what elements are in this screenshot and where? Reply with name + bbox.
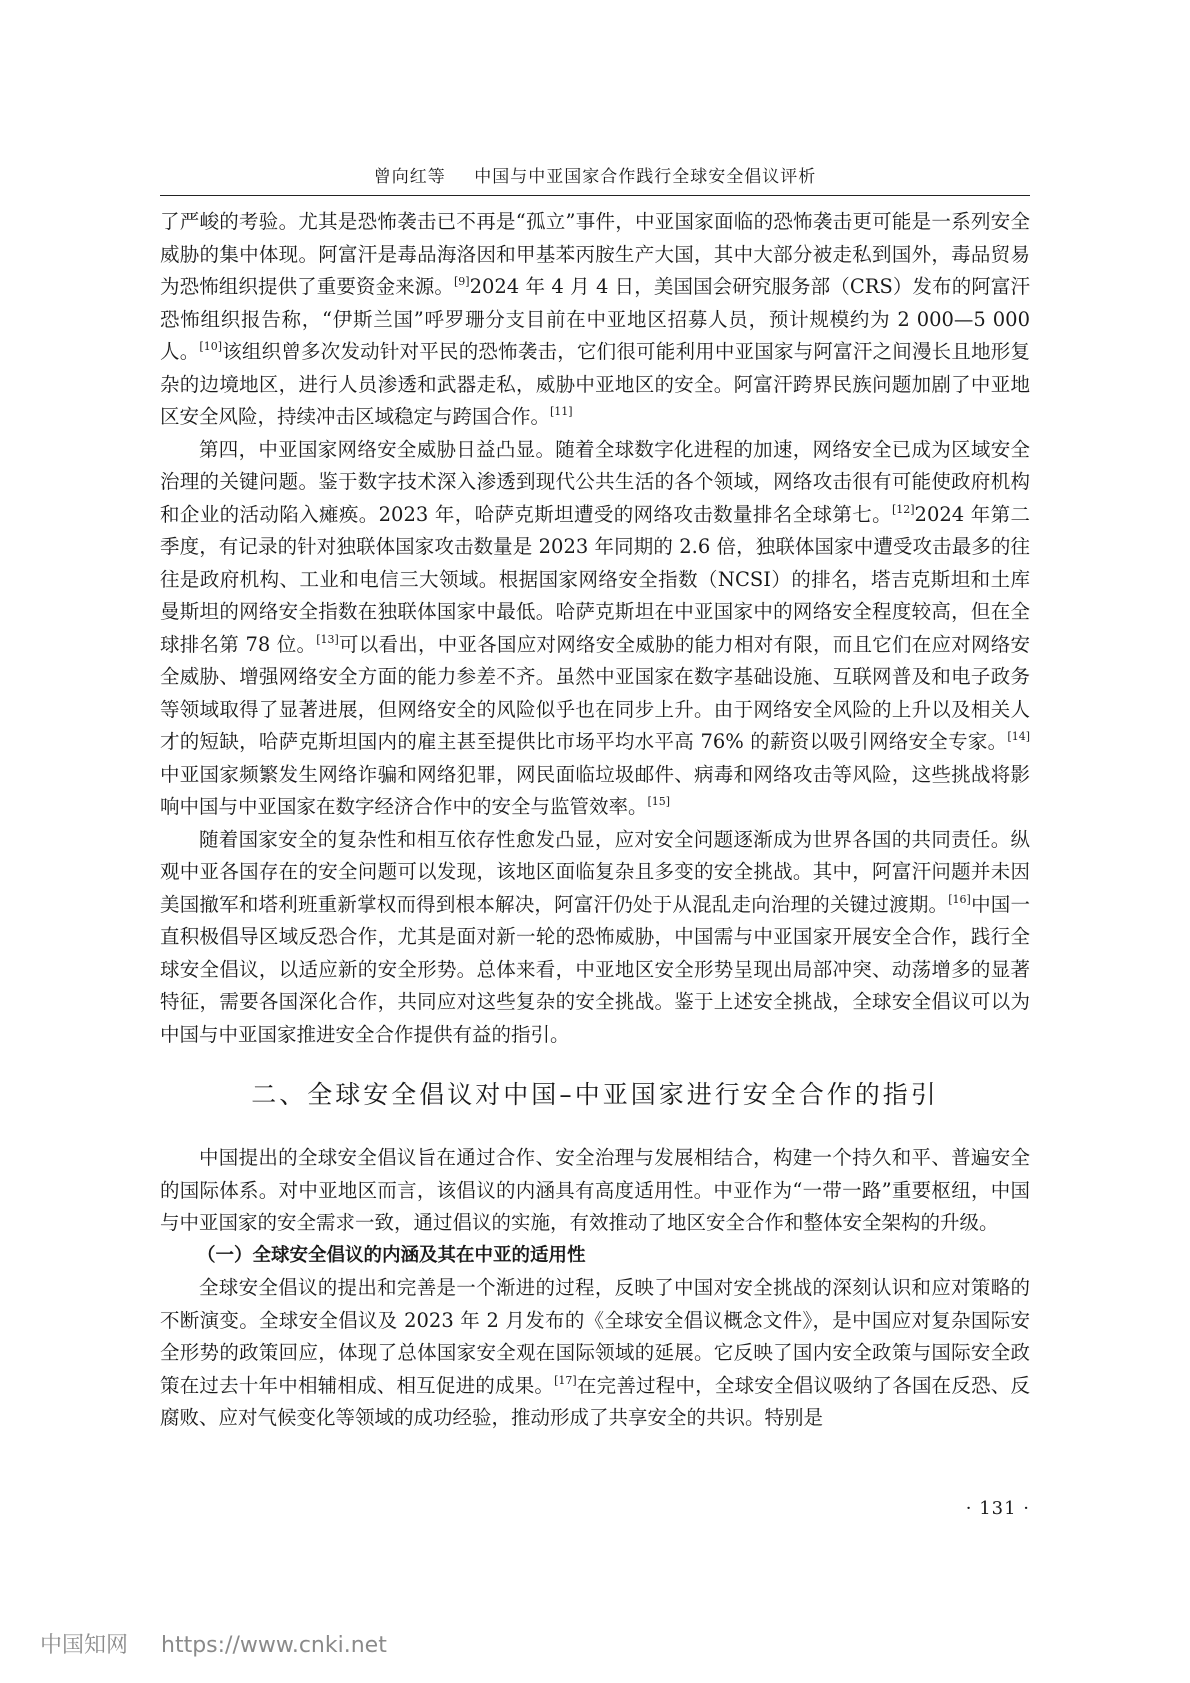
citation-ref[interactable]: [13] [316, 632, 339, 646]
header-title: 中国与中亚国家合作践行全球安全倡议评析 [474, 167, 817, 187]
paragraph-group [160, 206, 1030, 1051]
subsection-title: （一）全球安全倡议的内涵及其在中亚的适用性 [197, 1244, 586, 1266]
body-paragraph [160, 1272, 1030, 1435]
citation-ref[interactable]: [14] [1007, 730, 1030, 743]
citation-ref[interactable]: [16] [948, 892, 971, 906]
section-title: 二、全球安全倡议对中国–中亚国家进行安全合作的指引 [251, 1080, 939, 1109]
paragraph-text: 2024 年第二季度，有记录的针对独联体国家攻击数量是 2023 年同期的 2.6 倍，独联体国家中遭受攻击最多的往往是政府机构、工业和电信三大领域。根据国家网络安全指数（NCSI）的排名，塔吉克斯坦和土库曼斯坦的网络安全指数在独联体国家中最低。哈萨克斯坦在中亚国家中的网络安全程度较高，但在全球排名第 78 位。 [160, 502, 1030, 656]
paragraph-text: 了严峻的考验。尤其是恐怖袭击已不再是“孤立”事件，中亚国家面临的恐怖袭击更可能是一系列安全威胁的集中体现。阿富汗是毒品海洛因和甲基苯丙胺生产大国，其中大部分被走私到国外，毒品贸易为恐怖组织提供了重要资金来源。 [160, 210, 1030, 298]
article-body [160, 206, 1030, 1435]
header-rule [160, 195, 1030, 196]
citation-ref[interactable]: [9] [453, 275, 470, 288]
paragraph-text: 中亚国家频繁发生网络诈骗和网络犯罪，网民面临垃圾邮件、病毒和网络攻击等风险，这些挑战将影响中国与中亚国家在数字经济合作中的安全与监管效率。 [160, 762, 1030, 818]
paragraph-text: 中国提出的全球安全倡议旨在通过合作、安全治理与发展相结合，构建一个持久和平、普遍安全的国际体系。对中亚地区而言，该倡议的内涵具有高度适用性。中亚作为“一带一路”重要枢纽，中国与中亚国家的安全需求一致，通过倡议的实施，有效推动了地区安全合作和整体安全架构的升级。 [160, 1146, 1030, 1234]
cnki-watermark[interactable] [40, 1628, 387, 1659]
paragraph-text: 在完善过程中，全球安全倡议吸纳了各国在反恐、反腐败、应对气候变化等领域的成功经验，推动形成了共享安全的共识。特别是 [160, 1373, 1030, 1429]
body-paragraph [160, 824, 1030, 1052]
citation-ref[interactable]: [17] [554, 1373, 577, 1387]
citation-ref[interactable]: [12] [891, 502, 915, 516]
paragraph-text: 全球安全倡议的提出和完善是一个渐进的过程，反映了中国对安全挑战的深刻认识和应对策略的不断演变。全球安全倡议及 2023 年 2 月发布的《全球安全倡议概念文件》，是中国应对复杂国际安全形势的政策回应，体现了总体国家安全观在国际领域的延展。它反映了国内安全政策与国际安全政策在过去十年中相辅相成、相互促进的成果。 [160, 1276, 1030, 1397]
body-paragraph [160, 1142, 1030, 1240]
running-header [160, 162, 1030, 187]
paragraph-text: 第四，中亚国家网络安全威胁日益凸显。随着全球数字化进程的加速，网络安全已成为区域安全治理的关键问题。鉴于数字技术深入渗透到现代公共生活的各个领域，网络攻击很有可能使政府机构和企业的活动陷入瘫痪。2023 年，哈萨克斯坦遭受的网络攻击数量排名全球第七。 [160, 437, 1030, 526]
paragraph-text: 2024 年 4 月 4 日，美国国会研究服务部（CRS）发布的阿富汗恐怖组织报告称，“伊斯兰国”呼罗珊分支目前在中亚地区招募人员，预计规模约为 2 000—5 000 人。 [160, 275, 1030, 363]
page-number: · 131 · [965, 1498, 1030, 1519]
watermark-name: 中国知网 [40, 1633, 129, 1658]
section-paragraph-group [160, 1142, 1030, 1240]
body-paragraph [160, 206, 1030, 434]
paragraph-text: 中国一直积极倡导区域反恐合作，尤其是面对新一轮的恐怖威胁，中国需与中亚国家开展安全合作，践行全球安全倡议，以适应新的安全形势。总体来看，中亚地区安全形势呈现出局部冲突、动荡增多的显著特征，需要各国深化合作，共同应对这些复杂的安全挑战。鉴于上述安全挑战，全球安全倡议可以为中国与中亚国家推进安全合作提供有益的指引。 [160, 892, 1030, 1046]
paragraph-text: 可以看出，中亚各国应对网络安全威胁的能力相对有限，而且它们在应对网络安全威胁、增强网络安全方面的能力参差不齐。虽然中亚国家在数字基础设施、互联网普及和电子政务等领域取得了显著进展，但网络安全的风险似乎也在同步上升。由于网络安全风险的上升以及相关人才的短缺，哈萨克斯坦国内的雇主甚至提供比市场平均水平高 76% 的薪资以吸引网络安全专家。 [160, 632, 1030, 753]
watermark-url[interactable]: https://www.cnki.net [161, 1633, 387, 1658]
paragraph-text: 该组织曾多次发动针对平民的恐怖袭击，它们很可能利用中亚国家与阿富汗之间漫长且地形复杂的边境地区，进行人员渗透和武器走私，威胁中亚地区的安全。阿富汗跨界民族问题加剧了中亚地区安全风险，持续冲击区域稳定与跨国合作。 [160, 340, 1030, 428]
citation-ref[interactable]: [10] [199, 340, 223, 353]
body-paragraph [160, 434, 1030, 824]
citation-ref[interactable]: [15] [647, 795, 671, 808]
citation-ref[interactable]: [11] [550, 405, 573, 418]
subsection-paragraph-group [160, 1272, 1030, 1435]
paragraph-text: 随着国家安全的复杂性和相互依存性愈发凸显，应对安全问题逐渐成为世界各国的共同责任。纵观中亚各国存在的安全问题可以发现，该地区面临复杂且多变的安全挑战。其中，阿富汗问题并未因美国撤军和塔利班重新掌权而得到根本解决，阿富汗仍处于从混乱走向治理的关键过渡期。 [160, 827, 1030, 916]
header-authors: 曾向红等 [373, 167, 446, 187]
